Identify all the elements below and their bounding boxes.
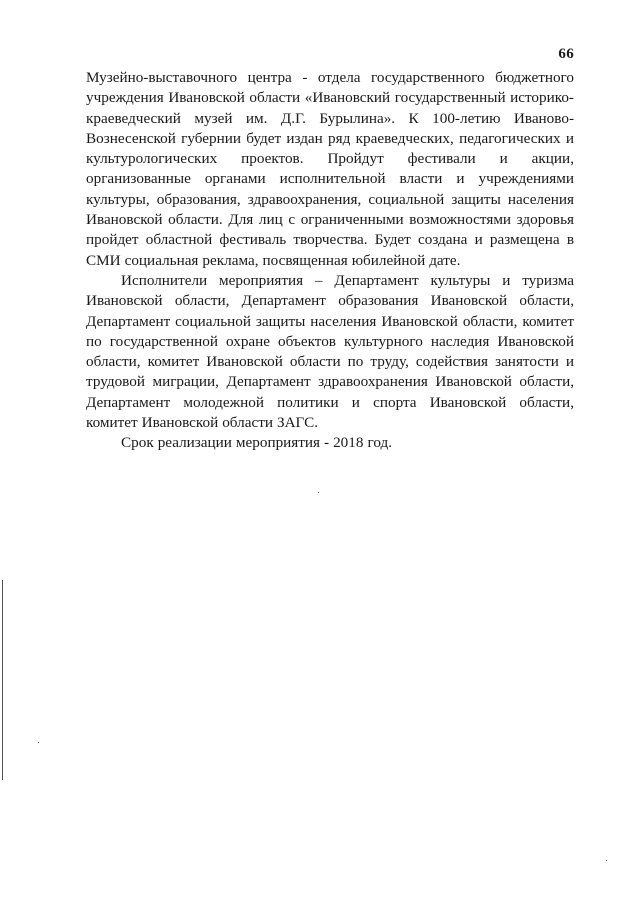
- scan-speck: [318, 492, 319, 493]
- scan-artifact-line: [2, 580, 3, 780]
- body-text: [86, 68, 574, 454]
- paragraph-executors: Исполнители мероприятия – Департамент культуры и туризма Ивановской области, Департамент образования Ивановской области, Департамент социальной защиты населения Ивановской области, комитет по государственной охране объектов культурного наследия Ивановской области, комитет Ивановской области по труду, содействия занятости и трудовой миграции, Департамент здравоохранения Ивановской области, Департамент молодежной политики и спорта Ивановской области, комитет Ивановской области ЗАГС.: [86, 271, 574, 432]
- paragraph-continuation: Музейно-выставочного центра - отдела государственного бюджетного учреждения Ивановской области «Ивановский государственный историко-краеведческий музей им. Д.Г. Бурылина». К 100-летию Иваново-Вознесенской губернии будет издан ряд краеведческих, педагогических и культурологических проектов. Пройдут фестивали и акции, организованные органами исполнительной власти и учреждениями культуры, образования, здравоохранения, социальной защиты населения Ивановской области. Для лиц с ограниченными возможностями здоровья пройдет областной фестиваль творчества. Будет создана и размещена в СМИ социальная реклама, посвященная юбилейной дате.: [86, 69, 574, 269]
- scan-speck: [38, 742, 39, 743]
- page-number: 66: [558, 46, 574, 62]
- scan-speck: [606, 860, 607, 861]
- paragraph-deadline: Срок реализации мероприятия - 2018 год.: [121, 434, 392, 452]
